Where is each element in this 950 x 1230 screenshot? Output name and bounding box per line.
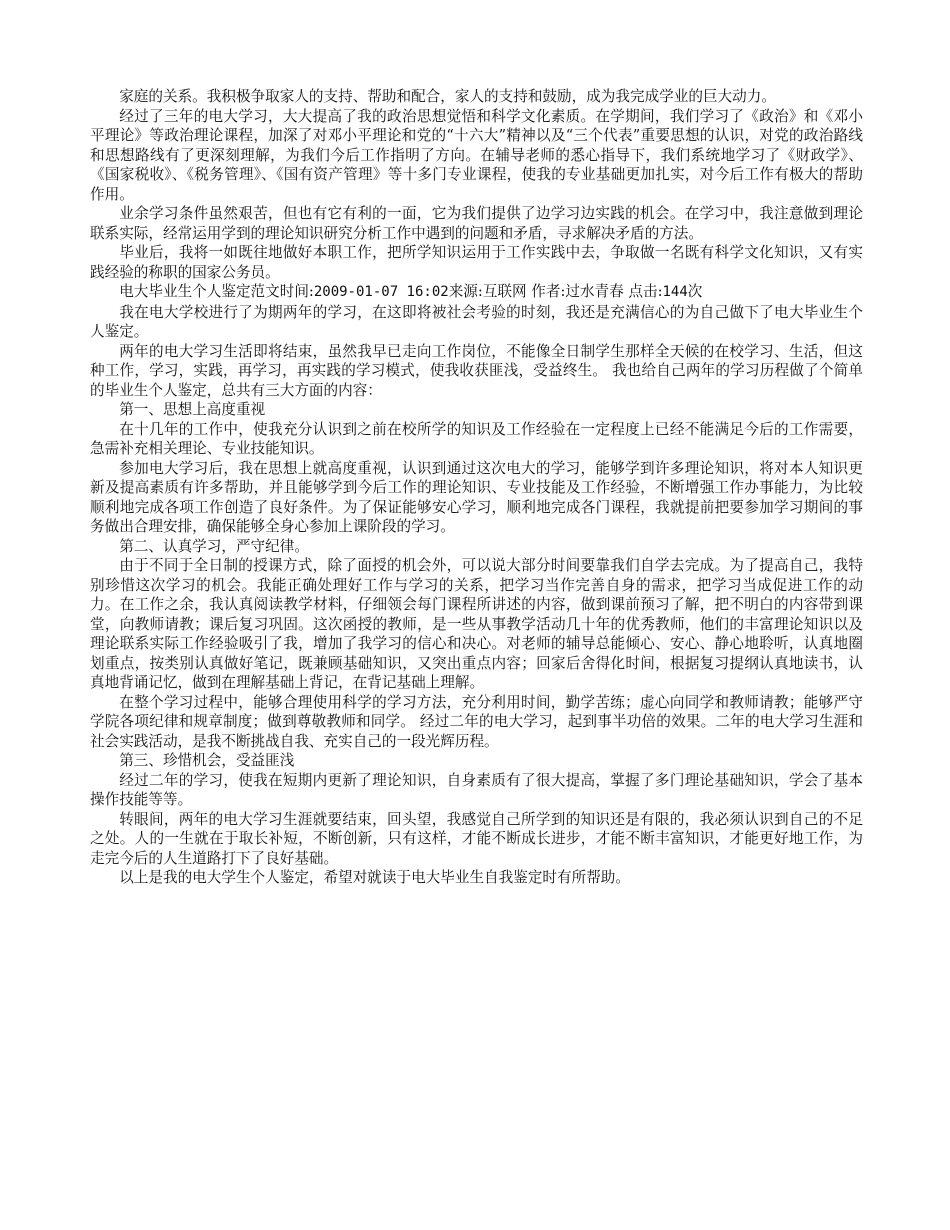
paragraph: 业余学习条件虽然艰苦，但也有它有利的一面，它为我们提供了边学习边实践的机会。在学习中，我注意做到理论联系实际，经常运用学到的理论知识研究分析工作中遇到的问题和矛盾，寻求解决矛盾的方法。 xyxy=(90,205,863,242)
source-label: 来源: xyxy=(448,283,483,300)
paragraph: 在整个学习过程中，能够合理使用科学的学习方法，充分利用时间，勤学苦练；虚心向同学和教师请教；能够严守学院各项纪律和规章制度；做到尊敬教师和同学。 经过二年的电大学习，起到事半功倍的效果。二年的电大学习生涯和社会实践活动，是我不断挑战自我、充实自己的一段光辉历程。 xyxy=(90,693,863,750)
article-meta-line xyxy=(90,282,863,303)
author-label: 作者: xyxy=(531,283,566,300)
paragraph: 参加电大学习后，我在思想上就高度重视，认识到通过这次电大的学习，能够学到许多理论知识，将对本人知识更新及提高素质有许多帮助，并且能够学到今后工作的理论知识、专业技能及工作经验，不断增强工作办事能力，为比较顺利地完成各项工作创造了良好条件。为了保证能够安心学习，顺利地完成各门课程，我就提前把要参加学习期间的事务做出合理安排，确保能够全身心参加上课阶段的学习。 xyxy=(90,459,863,535)
section-heading: 第一、思想上高度重视 xyxy=(119,401,266,418)
clicks-unit: 次 xyxy=(687,283,703,300)
paragraph: 经过了三年的电大学习，大大提高了我的政治思想觉悟和科学文化素质。在学期间，我们学习了《政治》和《邓小平理论》等政治理论课程，加深了对邓小平理论和党的“十六大”精神以及“三个代表”重要思想的认识，对党的政治路线和思想路线有了更深刻理解，为我们今后工作指明了方向。在辅导老师的悉心指导下，我们系统地学习了《财政学》、《国家税收》、《税务管理》、《国有资产管理》等十多门专业课程，使我的专业基础更加扎实，对今后工作有极大的帮助作用。 xyxy=(90,107,863,203)
article-title: 电大毕业生个人鉴定范文 xyxy=(119,283,280,300)
paragraph: 以上是我的电大学生个人鉴定，希望对就读于电大毕业生自我鉴定时有所帮助。 xyxy=(119,869,630,886)
clicks-value: 144 xyxy=(662,284,688,300)
paragraph: 经过二年的学习，使我在短期内更新了理论知识，自身素质有了很大提高，掌握了多门理论基础知识，学会了基本操作技能等等。 xyxy=(90,771,863,808)
section-heading: 第二、认真学习，严守纪律。 xyxy=(119,537,309,555)
time-value: 2009-01-07 16:02 xyxy=(313,284,449,300)
paragraph: 毕业后，我将一如既往地做好本职工作，把所学知识运用于工作实践中去，争取做一名既有科学文化知识，又有实践经验的称职的国家公务员。 xyxy=(90,244,863,281)
document-page xyxy=(90,87,863,888)
paragraph: 两年的电大学习生活即将结束，虽然我早已走向工作岗位，不能像全日制学生那样全天候的在校学习、生活，但这种工作，学习，实践，再学习，再实践的学习模式，使我收获匪浅，受益终生。 我也给自己两年的学习历程做了个简单的毕业生个人鉴定，总共有三大方面的内容： xyxy=(90,342,863,399)
paragraph: 在十几年的工作中，使我充分认识到之前在校所学的知识及工作经验在一定程度上已经不能满足今后的工作需要，急需补充相关理论、专业技能知识。 xyxy=(90,420,863,457)
source-value: 互联网 xyxy=(482,283,527,300)
paragraph: 转眼间，两年的电大学习生涯就要结束，回头望，我感觉自己所学到的知识还是有限的，我必须认识到自己的不足之处。人的一生就在于取长补短，不断创新，只有这样，才能不断成长进步，才能不断丰富知识，才能更好地工作，为走完今后的人生道路打下了良好基础。 xyxy=(90,810,863,867)
paragraph: 由于不同于全日制的授课方式，除了面授的机会外，可以说大部分时间要靠我们自学去完成。为了提高自己，我特别珍惜这次学习的机会。我能正确处理好工作与学习的关系，把学习当作完善自身的需求，把学习当成促进工作的动力。在工作之余，我认真阅读教学材料，仔细领会每门课程所讲述的内容，做到课前预习了解，把不明白的内容带到课堂，向教师请教；课后复习巩固。这次函授的教师，是一些从事教学活动几十年的优秀教师，他们的丰富理论知识以及理论联系实际工作经验吸引了我，增加了我学习的信心和决心。对老师的辅导总能倾心、安心、静心地聆听，认真地圈划重点，按类别认真做好笔记，既兼顾基础知识，又突出重点内容；回家后舍得化时间，根据复习提纲认真地读书，认真地背诵记忆，做到在理解基础上背记，在背记基础上理解。 xyxy=(90,557,863,691)
section-heading: 第三、珍惜机会，受益匪浅 xyxy=(119,752,295,769)
paragraph: 家庭的关系。我积极争取家人的支持、帮助和配合，家人的支持和鼓励，成为我完成学业的巨大动力。 xyxy=(119,88,776,105)
time-label: 时间: xyxy=(279,283,314,300)
author-value: 过水青春 xyxy=(565,283,624,300)
clicks-label: 点击: xyxy=(628,283,663,300)
paragraph: 我在电大学校进行了为期两年的学习，在这即将被社会考验的时刻，我还是充满信心的为自己做下了电大毕业生个人鉴定。 xyxy=(90,303,863,340)
